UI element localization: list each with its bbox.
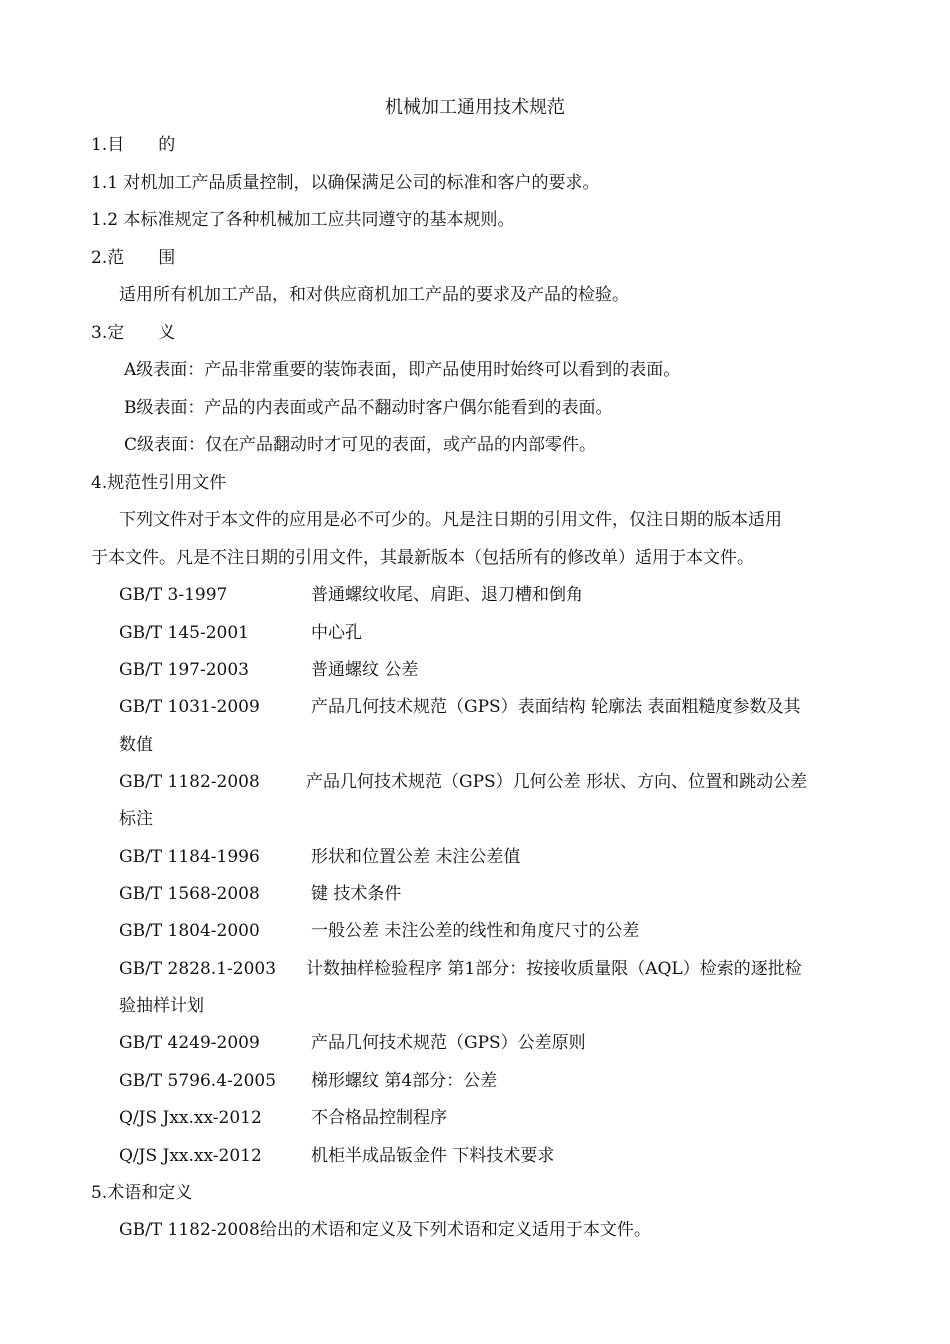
section-2-heading: 2.范 围 [91, 248, 176, 268]
reference-code: GB/T 1182-2008 [119, 772, 260, 792]
reference-title: 梯形螺纹 第4部分：公差 [311, 1071, 498, 1091]
reference-code: GB/T 4249-2009 [119, 1033, 260, 1053]
reference-code: GB/T 2828.1-2003 [119, 959, 277, 979]
reference-code: GB/T 5796.4-2005 [119, 1071, 277, 1091]
reference-title: 中心孔 [311, 623, 362, 643]
reference-title: 计数抽样检验程序 第1部分：按接收质量限（AQL）检索的逐批检 [306, 959, 802, 979]
reference-code: GB/T 1031-2009 [119, 697, 260, 717]
document-title: 机械加工通用技术规范 [385, 97, 565, 118]
reference-code: GB/T 1804-2000 [119, 921, 260, 941]
reference-title-continuation: 标注 [119, 809, 153, 829]
reference-code: GB/T 145-2001 [119, 623, 249, 643]
reference-title-continuation: 数值 [119, 735, 153, 755]
reference-title: 机柜半成品钣金件 下料技术要求 [311, 1146, 555, 1166]
reference-title: 不合格品控制程序 [311, 1108, 447, 1128]
reference-title: 产品几何技术规范（GPS）几何公差 形状、方向、位置和跳动公差 [306, 772, 808, 792]
surface-b-definition: B级表面：产品的内表面或产品不翻动时客户偶尔能看到的表面。 [124, 398, 613, 418]
reference-code: Q/JS Jxx.xx-2012 [119, 1108, 262, 1128]
reference-code: GB/T 1184-1996 [119, 847, 260, 867]
reference-title: 普通螺纹收尾、肩距、退刀槽和倒角 [311, 585, 583, 605]
reference-title-continuation: 验抽样计划 [119, 996, 204, 1016]
reference-code: GB/T 3-1997 [119, 585, 228, 605]
section-4-intro-line-1: 下列文件对于本文件的应用是必不可少的。凡是注日期的引用文件，仅注日期的版本适用 [119, 510, 782, 530]
reference-code: Q/JS Jxx.xx-2012 [119, 1146, 262, 1166]
reference-code: GB/T 1568-2008 [119, 884, 260, 904]
section-3-heading: 3.定 义 [91, 323, 176, 343]
reference-title: 产品几何技术规范（GPS）公差原则 [311, 1033, 586, 1053]
section-1-heading: 1.目 的 [91, 135, 176, 155]
section-4-intro-line-2: 于本文件。凡是不注日期的引用文件，其最新版本（包括所有的修改单）适用于本文件。 [91, 548, 754, 568]
reference-title: 产品几何技术规范（GPS）表面结构 轮廓法 表面粗糙度参数及其 [311, 697, 801, 717]
section-1-2-text: 1.2 本标准规定了各种机械加工应共同遵守的基本规则。 [91, 210, 515, 230]
section-2-text: 适用所有机加工产品，和对供应商机加工产品的要求及产品的检验。 [119, 285, 629, 305]
reference-title: 一般公差 未注公差的线性和角度尺寸的公差 [311, 921, 640, 941]
reference-title: 形状和位置公差 未注公差值 [311, 847, 521, 867]
surface-a-definition: A级表面：产品非常重要的装饰表面，即产品使用时始终可以看到的表面。 [124, 360, 681, 380]
section-1-1-text: 1.1 对机加工产品质量控制，以确保满足公司的标准和客户的要求。 [91, 173, 600, 193]
reference-title: 普通螺纹 公差 [311, 660, 419, 680]
section-5-text: GB/T 1182-2008给出的术语和定义及下列术语和定义适用于本文件。 [119, 1220, 651, 1240]
section-5-heading: 5.术语和定义 [91, 1183, 193, 1203]
section-4-heading: 4.规范性引用文件 [91, 473, 227, 493]
reference-title: 键 技术条件 [311, 884, 402, 904]
reference-code: GB/T 197-2003 [119, 660, 249, 680]
surface-c-definition: C级表面：仅在产品翻动时才可见的表面，或产品的内部零件。 [124, 435, 597, 455]
